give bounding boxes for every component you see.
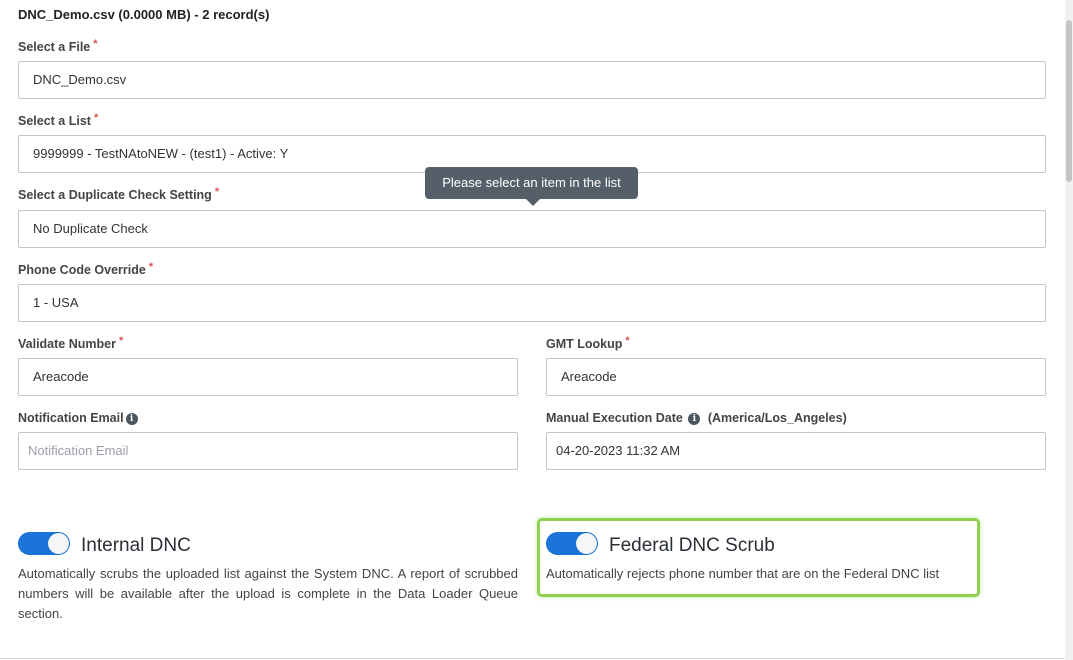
select-file-label-text: Select a File bbox=[18, 40, 91, 54]
validate-number-dropdown[interactable]: Areacode bbox=[18, 358, 518, 396]
select-list-label bbox=[18, 114, 98, 128]
federal-dnc-description: Automatically rejects phone number that are on the Federal DNC list bbox=[546, 566, 940, 581]
manual-execution-label bbox=[546, 411, 847, 425]
divider bbox=[0, 658, 1065, 659]
gmt-lookup-label-text: GMT Lookup bbox=[546, 337, 623, 351]
info-icon[interactable]: i bbox=[688, 413, 700, 425]
manual-execution-date-input[interactable]: 04-20-2023 11:32 AM bbox=[546, 432, 1046, 470]
internal-dnc-toggle[interactable] bbox=[18, 532, 70, 555]
scrollbar-thumb[interactable] bbox=[1066, 20, 1072, 182]
required-marker: * bbox=[148, 261, 154, 273]
tooltip-arrow bbox=[526, 199, 540, 206]
federal-dnc-toggle[interactable] bbox=[546, 532, 598, 555]
notification-email-label-text: Notification Email bbox=[18, 411, 124, 425]
manual-execution-label-text: Manual Execution Date bbox=[546, 411, 683, 425]
duplicate-check-label bbox=[18, 188, 219, 202]
validation-tooltip: Please select an item in the list bbox=[425, 167, 638, 199]
required-marker: * bbox=[93, 38, 98, 50]
phone-code-label-text: Phone Code Override bbox=[18, 263, 146, 277]
select-list-dropdown[interactable]: 9999999 - TestNAtoNEW - (test1) - Active: Y bbox=[18, 135, 1046, 173]
required-marker: * bbox=[214, 186, 220, 198]
toggle-knob bbox=[48, 533, 69, 554]
required-marker: * bbox=[118, 335, 124, 347]
gmt-lookup-label bbox=[546, 337, 630, 351]
notification-email-label bbox=[18, 411, 140, 425]
duplicate-check-dropdown[interactable]: No Duplicate Check bbox=[18, 210, 1046, 248]
select-file-dropdown[interactable]: DNC_Demo.csv bbox=[18, 61, 1046, 99]
federal-dnc-title: Federal DNC Scrub bbox=[609, 535, 775, 556]
info-icon[interactable]: i bbox=[126, 413, 138, 425]
timezone-label: (America/Los_Angeles) bbox=[707, 411, 847, 425]
required-marker: * bbox=[93, 112, 99, 124]
file-summary: DNC_Demo.csv (0.0000 MB) - 2 record(s) bbox=[18, 7, 270, 22]
phone-code-dropdown[interactable]: 1 - USA bbox=[18, 284, 1046, 322]
highlight-box bbox=[537, 518, 980, 597]
toggle-knob bbox=[576, 533, 597, 554]
duplicate-check-label-text: Select a Duplicate Check Setting bbox=[18, 188, 212, 202]
internal-dnc-title: Internal DNC bbox=[81, 535, 191, 556]
validate-number-label-text: Validate Number bbox=[18, 337, 116, 351]
notification-email-input[interactable]: Notification Email bbox=[18, 432, 518, 470]
gmt-lookup-dropdown[interactable]: Areacode bbox=[546, 358, 1046, 396]
phone-code-label bbox=[18, 263, 153, 277]
validate-number-label bbox=[18, 337, 123, 351]
internal-dnc-description: Automatically scrubs the uploaded list against the System DNC. A report of scrubbed numbers will be available after the upload is complete in the Data Loader Queue section. bbox=[18, 566, 518, 621]
select-file-label bbox=[18, 40, 98, 54]
select-list-label-text: Select a List bbox=[18, 114, 91, 128]
required-marker: * bbox=[625, 335, 630, 347]
